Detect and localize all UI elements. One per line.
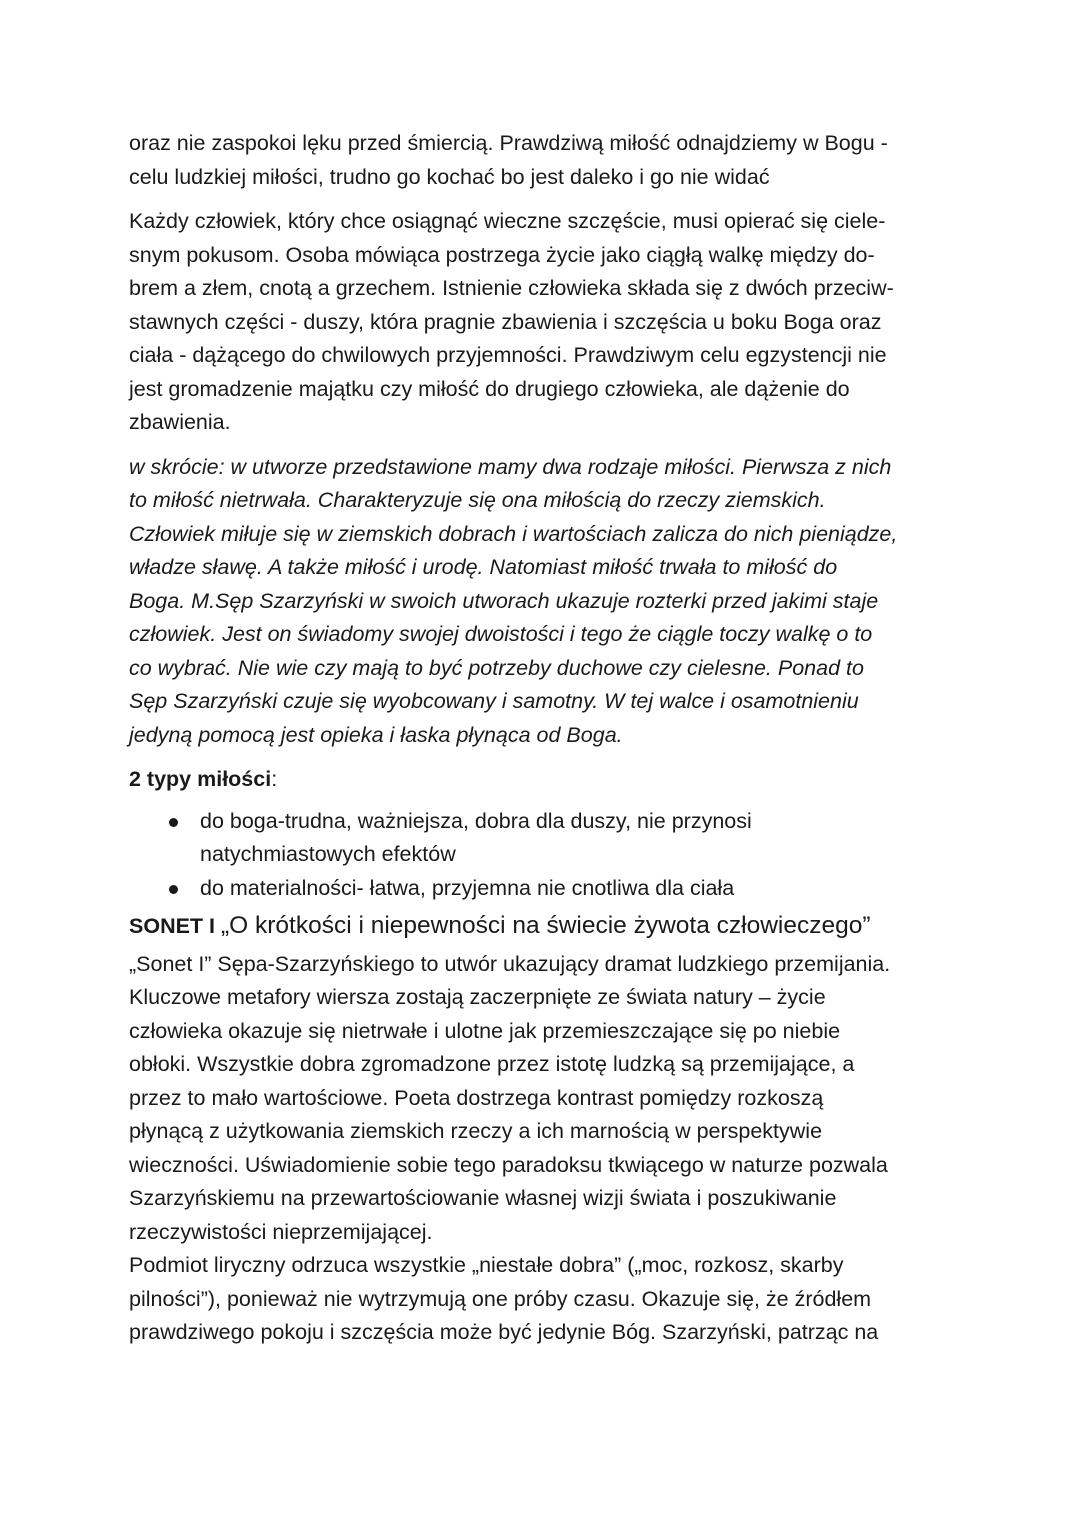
text-line: „Sonet I” Sępa-Szarzyńskiego to utwór ukazujący dramat ludzkiego przemijania. (129, 951, 891, 976)
list-item (129, 872, 959, 906)
love-types-colon: : (271, 767, 278, 791)
text-line: wieczności. Uświadomienie sobie tego paradoksu tkwiącego w naturze pozwala (129, 1152, 888, 1177)
bullet-icon (169, 818, 178, 827)
text-line: rzeczywistości nieprzemijającej. (129, 1219, 433, 1244)
text-line: Boga. M.Sęp Szarzyński w swoich utworach ukazuje rozterki przed jakimi staje (129, 588, 879, 613)
text-line: Kluczowe metafory wiersza zostają zaczerpnięte ze świata natury – życie (129, 985, 826, 1009)
text-line: co wybrać. Nie wie czy mają to być potrzeby duchowe czy cielesne. Ponad to (129, 655, 864, 680)
text-line: snym pokusom. Osoba mówiąca postrzega życie jako ciągłą walkę między do- (129, 242, 875, 267)
love-types-heading (129, 763, 959, 797)
text-line: celu ludzkiej miłości, trudno go kochać bo jest daleko i go nie widać (129, 164, 770, 189)
paragraph-sonnet-analysis (129, 948, 959, 1350)
text-line: człowiek. Jest on świadomy swojej dwoistości i tego że ciągle toczy walkę o to (129, 622, 873, 646)
text-line: Człowiek miłuje się w ziemskich dobrach i wartościach zalicza do nich pieniądze, (129, 521, 898, 546)
text-line: przez to mało wartościowe. Poeta dostrzega kontrast pomiędzy rozkoszą (129, 1085, 824, 1110)
text-line: jest gromadzenie majątku czy miłość do drugiego człowieka, ale dążenie do (129, 376, 850, 401)
text-line: jedyną pomocą jest opieka i łaska płynąca od Boga. (129, 722, 623, 747)
sonnet-heading (129, 909, 959, 944)
love-types-heading-text: 2 typy miłości (129, 767, 272, 791)
text-line: ciała - dążącego do chwilowych przyjemności. Prawdziwym celu egzystencji nie (129, 343, 887, 367)
text-line: natychmiastowych efektów (200, 842, 456, 866)
text-line: Każdy człowiek, który chce osiągnąć wieczne szczęście, musi opierać się ciele- (129, 209, 886, 233)
paragraph-summary (129, 451, 959, 753)
bullet-icon (169, 885, 178, 894)
text-line: stawnych części - duszy, która pragnie zbawienia i szczęścia u boku Boga oraz (129, 309, 882, 334)
text-line: Podmiot liryczny odrzuca wszystkie „niestałe dobra” („moc, rozkosz, skarby (129, 1253, 844, 1277)
document-body (129, 127, 959, 1350)
text-line: do boga-trudna, ważniejsza, dobra dla duszy, nie przynosi (200, 808, 752, 833)
text-line: to miłość nietrwała. Charakteryzuje się ona miłością do rzeczy ziemskich. (129, 488, 826, 512)
paragraph-eternal-happiness (129, 205, 959, 440)
text-line: człowieka okazuje się nietrwałe i ulotne jak przemieszczające się po niebie (129, 1018, 841, 1043)
love-types-list (129, 805, 959, 906)
text-line: zbawienia. (129, 410, 231, 434)
text-line: władze sławę. A także miłość i urodę. Natomiast miłość trwała to miłość do (129, 555, 838, 579)
text-line: brem a złem, cnotą a grzechem. Istnienie człowieka składa się z dwóch przeciw- (129, 276, 894, 300)
text-line: obłoki. Wszystkie dobra zgromadzone przez istotę ludzką są przemijające, a (129, 1052, 855, 1076)
sonnet-label: SONET I (129, 914, 216, 938)
text-line: oraz nie zaspokoi lęku przed śmiercią. Prawdziwą miłość odnajdziemy w Bogu - (129, 131, 888, 155)
paragraph-fear-of-death (129, 127, 959, 194)
text-line: Sęp Szarzyński czuje się wyobcowany i samotny. W tej walce i osamotnieniu (129, 689, 859, 713)
sonnet-title: „O krótkości i niepewności na świecie żywota człowieczego” (221, 912, 871, 939)
text-line: do materialności- łatwa, przyjemna nie cnotliwa dla ciała (200, 875, 735, 900)
text-line: płynącą z użytkowania ziemskich rzeczy a ich marnością w perspektywie (129, 1119, 823, 1143)
text-line: prawdziwego pokoju i szczęścia może być jedynie Bóg. Szarzyński, patrząc na (129, 1320, 879, 1344)
text-line: w skrócie: w utworze przedstawione mamy dwa rodzaje miłości. Pierwsza z nich (129, 454, 892, 479)
text-line: pilności”), ponieważ nie wytrzymują one próby czasu. Okazuje się, że źródłem (129, 1286, 872, 1311)
text-line: Szarzyńskiemu na przewartościowanie własnej wizji świata i poszukiwanie (129, 1186, 837, 1210)
list-item (129, 805, 959, 872)
